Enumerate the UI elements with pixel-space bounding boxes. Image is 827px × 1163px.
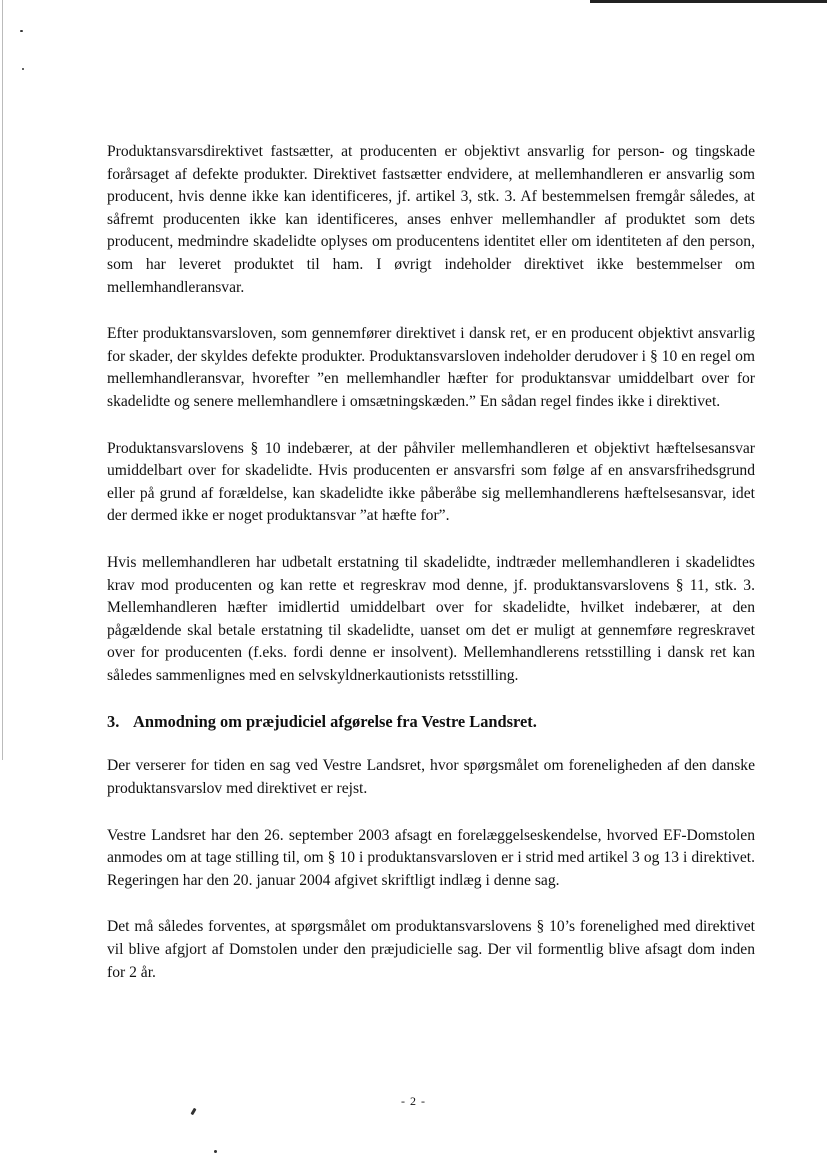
paragraph-5: Der verserer for tiden en sag ved Vestre Landsret, hvor spørgsmålet om foreneligheden af den danske produktansvarslov med direktivet er rejst.: [107, 757, 755, 798]
paragraph-2: Efter produktansvarsloven, som gennemfører direktivet i dansk ret, er en producent objektivt ansvarlig for skader, der skyldes defekte produkter. Produktansvarsloven indeholder derudover i § 10 en regel om mellemhandleransvar, hvorefter ”en mellemhandler hæfter for produktansvar umiddelbart over for skadelidte og senere mellemhandlere i omsætningskæden.” En sådan regel findes ikke i direktivet.: [107, 325, 755, 410]
paragraph-6: Vestre Landsret har den 26. september 2003 afsagt en forelæggelseskendelse, hvorved EF-Domstolen anmodes om at tage stilling til, om § 10 i produktansvarsloven er i strid med artikel 3 og 13 i direktivet. Regeringen har den 20. januar 2004 afgivet skriftligt indlæg i denne sag.: [107, 826, 755, 889]
section-heading: [107, 711, 755, 733]
paragraph-4: Hvis mellemhandleren har udbetalt erstatning til skadelidte, indtræder mellemhandleren i skadelidtes krav mod producenten og kan rette et regreskrav mod denne, jf. produktansvarslovens § 11, stk. 3. Mellemhandleren hæfter imidlertid umiddelbart over for skadelidte, hvilket indebærer, at den pågældende skal betale erstatning til skadelidte, uanset om det er muligt at gennemføre regreskravet over for producenten (f.eks. fordi denne er insolvent). Mellemhandlerens retsstilling i dansk ret kan således sammenlignes med en selvskyldnerkautionists retsstilling.: [107, 553, 755, 684]
document-body: [107, 141, 755, 1008]
scan-speck: [20, 30, 23, 32]
paragraph-1: Produktansvarsdirektivet fastsætter, at producenten er objektivt ansvarlig for person- og tingskade forårsaget af defekte produkter. Direktivet fastsætter endvidere, at mellemhandleren er ansvarlig som producent, hvis denne ikke kan identificeres, jf. artikel 3, stk. 3. Af bestemmelsen fremgår således, at såfremt producenten ikke kan identificeres, anses enhver mellemhandler af produktet som dets producent, medmindre skadelidte oplyses om producentens identitet eller om identiteten af den person, som har leveret produktet til ham. I øvrigt indeholder direktivet ikke bestemmelser om mellemhandleransvar.: [107, 143, 755, 296]
paragraph-7: Det må således forventes, at spørgsmålet om produktansvarslovens § 10’s forenelighed med direktivet vil blive afgjort af Domstolen under den præjudicielle sag. Der vil formentlig blive afsagt dom inden for 2 år.: [107, 918, 755, 981]
paragraph-3: Produktansvarslovens § 10 indebærer, at der påhviler mellemhandleren et objektivt hæftelsesansvar umiddelbart over for skadelidte. Hvis producenten er ansvarsfri som følge af en ansvarsfrihedsgrund eller på grund af forældelse, kan skadelidte ikke påberåbe sig mellemhandlerens hæftelsesansvar, idet der dermed ikke er noget produktansvar ”at hæfte for”.: [107, 439, 755, 525]
scan-speck: [214, 1150, 217, 1153]
scan-speck: [22, 68, 24, 70]
section-title: Anmodning om præjudiciel afgørelse fra Vestre Landsret.: [133, 712, 537, 732]
scan-left-edge: [2, 0, 3, 760]
section-number: 3.: [107, 712, 120, 732]
page-number: - 2 -: [401, 1094, 426, 1108]
scan-edge-line: [590, 0, 827, 3]
